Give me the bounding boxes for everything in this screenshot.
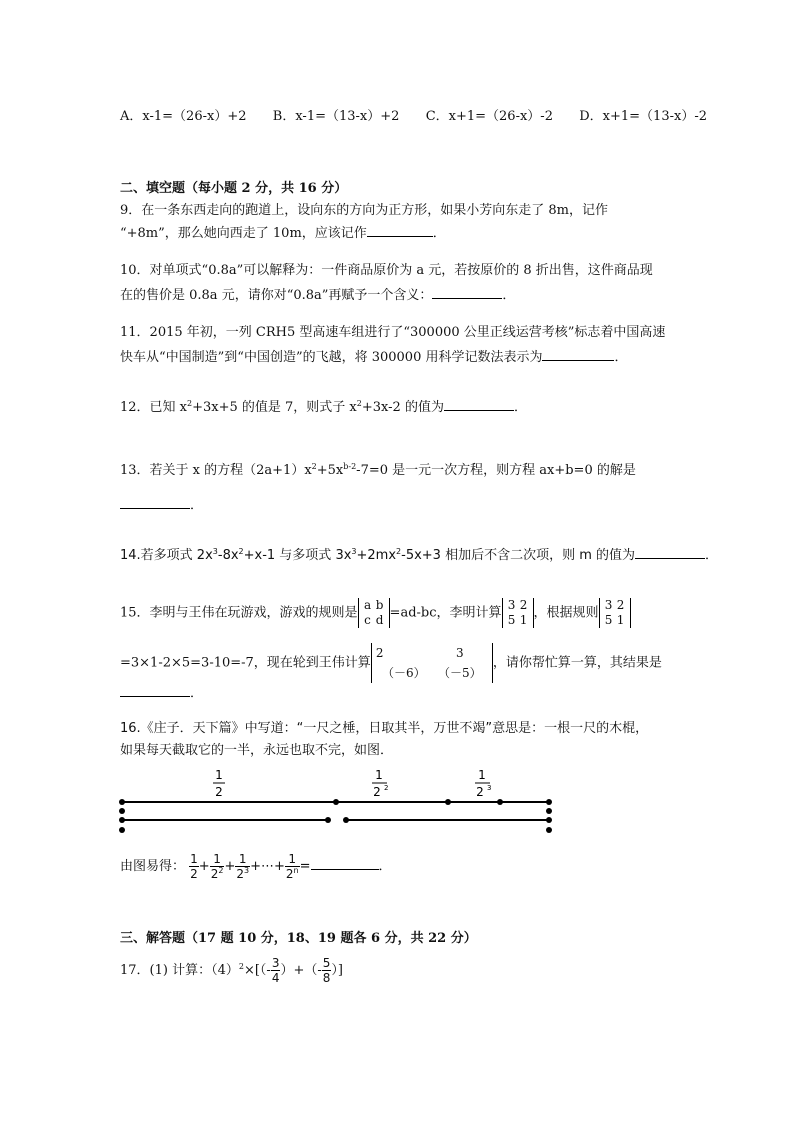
q10-line2: 在的售价是 0.8a 元，请你对“0.8a”再赋予一个含义： ． bbox=[120, 288, 516, 303]
fraction-5-8: $\frac{5}{8}$ bbox=[322, 956, 331, 985]
q11-answer-blank[interactable] bbox=[542, 348, 614, 361]
q8-options bbox=[120, 108, 707, 126]
q10-answer-blank[interactable] bbox=[432, 286, 502, 299]
q12-answer-blank[interactable] bbox=[444, 398, 514, 411]
q16-line2: 如果每天截取它的一半，永远也取不完，如图． bbox=[120, 743, 394, 758]
label-quarter-exp: 2 bbox=[384, 784, 389, 792]
q10-line1: 10．对单项式“0.8a”可以解释为：一件商品原价为 a 元，若按原价的 8 折出售，这件商品现 bbox=[120, 263, 653, 278]
option-a: A．x-1=（26-x）+2 bbox=[120, 109, 247, 124]
q9-answer-blank[interactable] bbox=[367, 224, 433, 237]
q14-answer-blank[interactable] bbox=[635, 546, 705, 559]
option-b: B．x-1=（13-x）+2 bbox=[272, 109, 400, 124]
option-c: C．x+1=（26-x）-2 bbox=[425, 109, 553, 124]
determinant-3251-b: 3 2 5 1 bbox=[599, 598, 631, 628]
label-eighth-exp: 3 bbox=[487, 784, 492, 792]
q15-line2: =3×1-2×5=3-10=-7，现在轮到王伟计算 2 3 （－6） （－5） ，请你帮忙算一算，其结果是 bbox=[120, 643, 662, 683]
q15-line3: ． bbox=[120, 684, 203, 703]
q17-line: 17．(1) 计算：$(4)^2\times[(-$ $\frac{3}{4}$ ）+（- $\frac{5}{8}$ ）] bbox=[120, 956, 343, 985]
q11-line1: 11．2015 年初，一列 CRH5 型高速车组进行了“300000 公里正线运营考核”标志着中国高速 bbox=[120, 325, 666, 340]
q9-line2: “+8m”，那么她向西走了 10m，应该记作 ． bbox=[120, 226, 446, 241]
fraction-1-2: $\frac{1}{2}$ bbox=[190, 852, 198, 881]
determinant-3251-a: 3 2 5 1 bbox=[502, 598, 534, 628]
q13-answer-blank[interactable] bbox=[120, 496, 190, 509]
stick-halving-figure bbox=[112, 764, 562, 836]
q12-line: 12．已知 $x^2+3x+5$ 的值是 7，则式子 $x^2+3x-2$ 的值为 ． bbox=[120, 399, 527, 415]
q14-line: 14.若多项式 $2x^3-8x^2+x-1$ 与多项式 $3x^3+2mx^2-5x+3$ 相加后不含二次项，则 m 的值为 ． bbox=[120, 547, 719, 563]
q9-line1: 9．在一条东西走向的跑道上，设向东的方向为正方形，如果小芳向东走了 8m，记作 bbox=[120, 203, 609, 218]
q11-line2: 快车从“中国制造”到“中国创造”的飞越，将 300000 用科学记数法表示为 ． bbox=[120, 350, 628, 365]
q13-line1: 13．若关于 x 的方程$(2a+1)x^2+5x^{b-2}-7=0$ 是一元一次方程，则方程 ax+b=0 的解是 bbox=[120, 462, 636, 478]
determinant-abcd: a b c d bbox=[358, 598, 390, 628]
q16-answer-blank[interactable] bbox=[311, 857, 379, 870]
fraction-1-2n: $\frac{1}{2^n}$ bbox=[285, 852, 299, 881]
fraction-1-2sq: $\frac{1}{2^2}$ bbox=[210, 852, 224, 881]
fraction-3-4: $\frac{3}{4}$ bbox=[271, 956, 280, 985]
label-quarter-num: 1 bbox=[375, 768, 383, 782]
q16-result-line: 由图易得： $\frac{1}{2}$ + $\frac{1}{2^2}$ + $\frac{1}{2^3}$ +⋯+ $\frac{1}{2^n}$ = ． bbox=[120, 852, 392, 881]
label-eighth-den: 2 bbox=[476, 785, 484, 799]
section2-title: 二、填空题（每小题 2 分，共 16 分） bbox=[120, 181, 348, 196]
q15-line1: 15．李明与王伟在玩游戏，游戏的规则是 a b c d =ad-bc，李明计算 3 2 5 1 ，根据规则 3 2 5 1 bbox=[120, 598, 631, 628]
label-quarter-den: 2 bbox=[373, 785, 381, 799]
q15-answer-blank[interactable] bbox=[120, 684, 190, 697]
label-eighth-num: 1 bbox=[478, 768, 486, 782]
section3-title: 三、解答题（17 题 10 分，18、19 题各 6 分，共 22 分） bbox=[120, 931, 477, 946]
q16-line1: 16.《庄子．天下篇》中写道：“一尺之棰，日取其半，万世不竭”意思是：一根一尺的木棍， bbox=[120, 721, 649, 736]
fraction-1-2cube: $\frac{1}{2^3}$ bbox=[236, 852, 250, 881]
option-d: D．x+1=（13-x）-2 bbox=[579, 109, 707, 124]
label-half-num: 1 bbox=[215, 768, 223, 782]
q13-line2: ． bbox=[120, 496, 203, 515]
determinant-question: 2 3 （－6） （－5） bbox=[371, 643, 493, 683]
label-half-den: 2 bbox=[215, 785, 223, 799]
